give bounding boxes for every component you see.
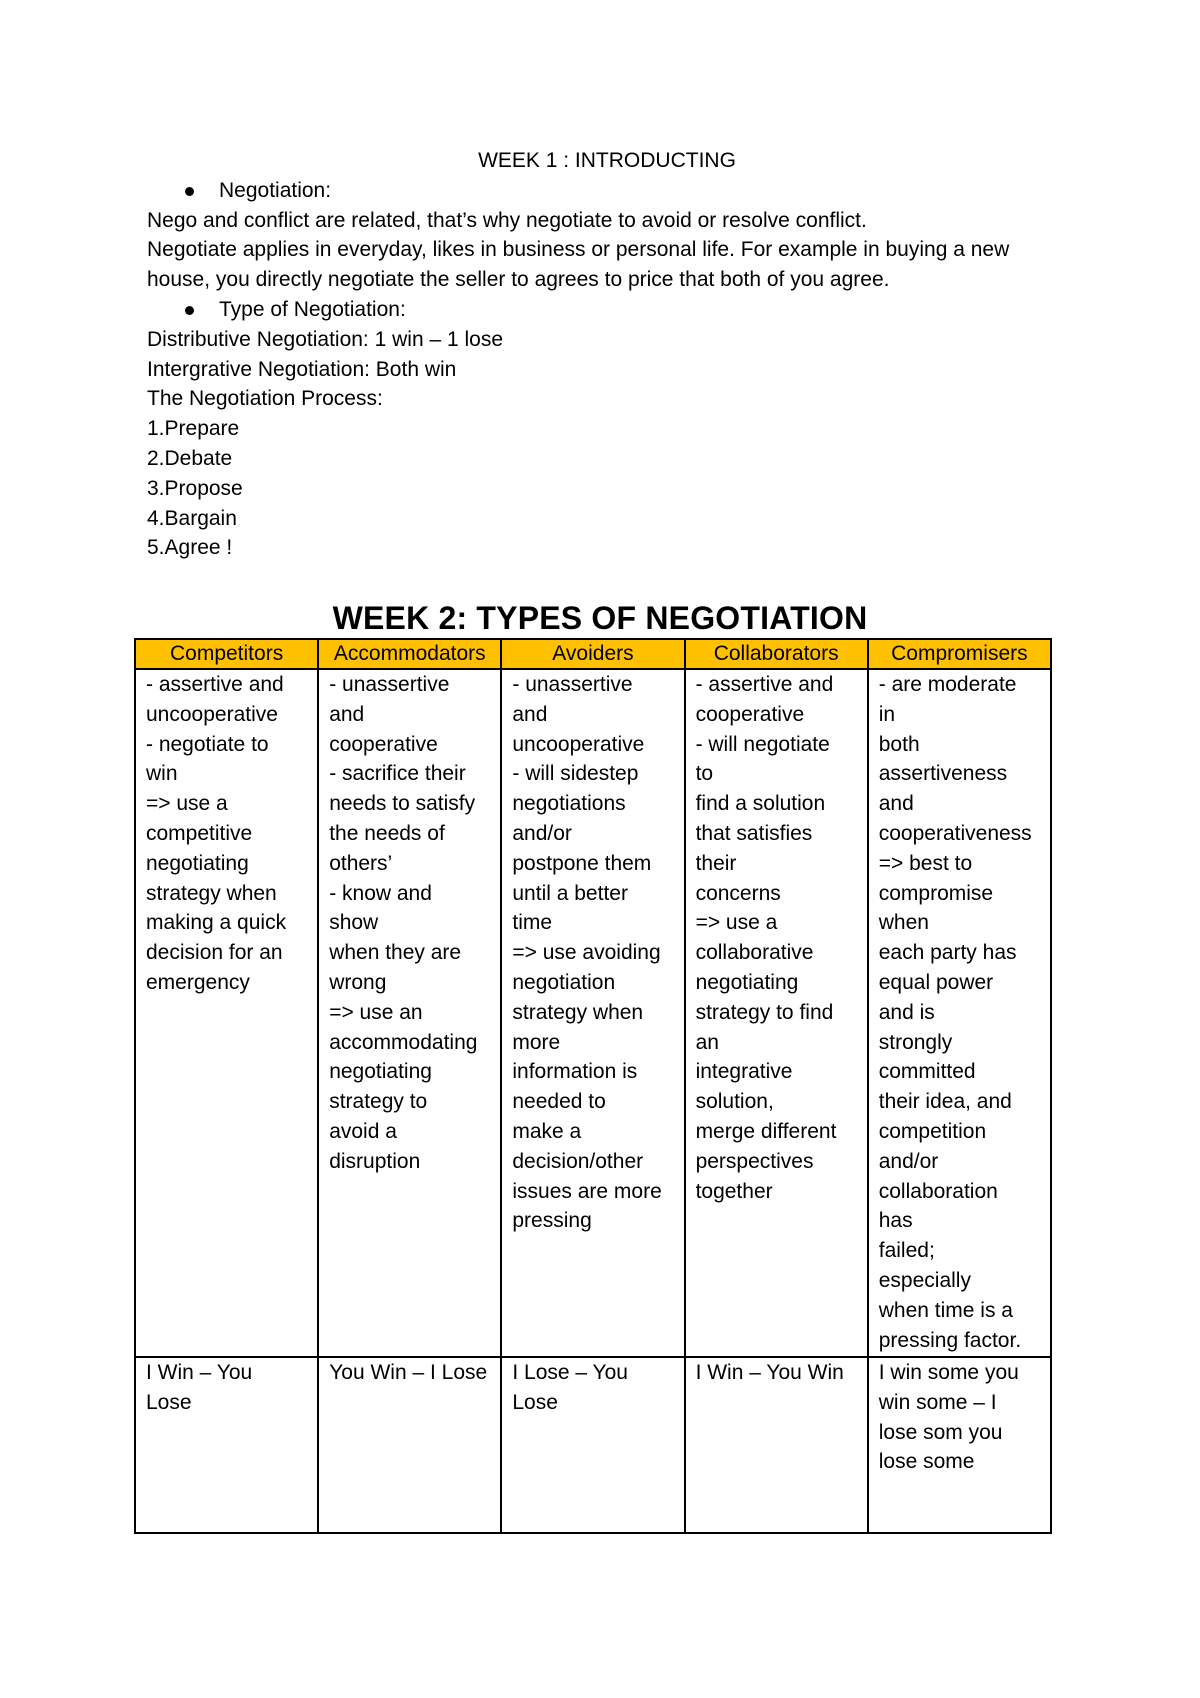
cell-text-line: others’ [329, 851, 393, 875]
cell-text-line: when time is a [878, 1298, 1013, 1322]
cell-avoiders-description [501, 669, 684, 1357]
cell-text-line: decision/other [512, 1149, 644, 1173]
paragraph-applies-line2: house, you directly negotiate the seller to agrees to price that both of you agree. [147, 268, 890, 292]
cell-text-line: I Win – You Win [695, 1361, 844, 1384]
cell-text-line: I win some you [878, 1361, 1019, 1384]
distributive-line: Distributive Negotiation: 1 win – 1 lose [147, 327, 504, 351]
process-title: The Negotiation Process: [147, 387, 383, 411]
cell-text-line: failed; [878, 1239, 935, 1263]
cell-text-line: Lose [512, 1390, 558, 1414]
cell-text-line: and/or [878, 1149, 939, 1173]
table-row-outcomes [135, 1357, 1051, 1533]
week2-title: WEEK 2: TYPES OF NEGOTIATION [332, 600, 868, 636]
cell-text-line: merge different [695, 1119, 837, 1143]
cell-competitors-description [135, 669, 318, 1357]
header-collaborators: Collaborators [685, 639, 868, 669]
cell-avoiders-outcome [501, 1357, 684, 1533]
bullet-types-text: Type of Negotiation: [219, 297, 406, 321]
cell-compromisers-outcome [868, 1357, 1051, 1533]
header-avoiders: Avoiders [501, 639, 684, 669]
cell-text-line: issues are more [512, 1179, 662, 1203]
cell-text-line: an [695, 1030, 719, 1054]
cell-text-line: more [512, 1030, 561, 1054]
cell-text-line: time [512, 911, 553, 935]
cell-text-line: - know and [329, 881, 432, 905]
cell-text-line: make a [512, 1119, 582, 1143]
cell-text-line: => use avoiding [512, 941, 661, 965]
cell-competitors-outcome [135, 1357, 318, 1533]
cell-text-line: collaborative [695, 941, 814, 965]
cell-text-line: when [878, 911, 929, 935]
process-step: 5.Agree ! [147, 536, 233, 560]
cell-text-line: - sacrifice their [329, 762, 466, 786]
cell-text-line: I Lose – You [512, 1361, 628, 1384]
cell-text-line: negotiating [146, 851, 249, 875]
cell-text-line: lose som you [878, 1420, 1003, 1444]
cell-text-line: until a better [512, 881, 628, 905]
cell-text-line: strategy when [512, 1000, 644, 1024]
cell-text-line: when they are [329, 941, 462, 965]
cell-text-line: together [695, 1179, 773, 1203]
cell-text-line: and/or [512, 821, 572, 845]
cell-text-line: needs to satisfy [329, 792, 476, 816]
cell-text-line: and is [878, 1000, 935, 1024]
cell-text-line: strategy to find [695, 1000, 834, 1024]
cell-text-line: information is [512, 1060, 638, 1084]
cell-text-line: especially [878, 1268, 971, 1292]
process-step: 4.Bargain [147, 506, 237, 530]
cell-text-line: perspectives [695, 1149, 814, 1173]
cell-text-line: accommodating [329, 1030, 478, 1054]
cell-text-line: You Win – I Lose [329, 1361, 488, 1384]
cell-text-line: negotiation [512, 970, 616, 994]
cell-text-line: - unassertive [512, 673, 633, 696]
cell-text-line: and [878, 792, 914, 816]
header-accommodators: Accommodators [318, 639, 501, 669]
cell-text-line: - unassertive [329, 673, 450, 696]
cell-text-line: - assertive and [146, 673, 284, 696]
cell-accommodators-description [318, 669, 501, 1357]
bullet-dot-icon [185, 187, 194, 196]
cell-text-line: in [878, 702, 896, 726]
cell-text-line: find a solution [695, 792, 826, 816]
cell-text-line: pressing [512, 1209, 592, 1233]
cell-text-line: pressing factor. [878, 1328, 1022, 1352]
bullet-types [147, 295, 1067, 325]
cell-text-line: has [878, 1209, 913, 1233]
bullet-dot-icon [185, 306, 194, 315]
process-step: 2.Debate [147, 446, 233, 470]
cell-text-line: competition [878, 1119, 987, 1143]
process-step: 3.Propose [147, 476, 243, 500]
cell-text-line: both [878, 732, 920, 756]
cell-text-line: postpone them [512, 851, 652, 875]
cell-accommodators-outcome [318, 1357, 501, 1533]
cell-text-line: strategy when [146, 881, 277, 905]
cell-text-line: uncooperative [146, 702, 278, 726]
cell-text-line: - will sidestep [512, 762, 639, 786]
week1-section [147, 146, 1067, 563]
cell-text-line: strategy to [329, 1090, 428, 1114]
cell-text-line: win [146, 762, 178, 786]
cell-text-line: and [512, 702, 548, 726]
cell-text-line: cooperative [329, 732, 438, 756]
cell-text-line: - will negotiate [695, 732, 830, 756]
cell-text-line: collaboration [878, 1179, 998, 1203]
cell-text-line: compromise [878, 881, 994, 905]
week1-title: WEEK 1 : INTRODUCTING [478, 149, 736, 172]
cell-text-line: wrong [329, 970, 387, 994]
cell-text-line: win some – I [878, 1390, 997, 1414]
header-compromisers: Compromisers [868, 639, 1051, 669]
cell-text-line: and [329, 702, 365, 726]
table-header-row [135, 639, 1051, 669]
process-step: 1.Prepare [147, 417, 240, 441]
cell-text-line: Lose [146, 1390, 192, 1414]
cell-text-line: cooperative [695, 702, 805, 726]
cell-text-line: their idea, and [878, 1090, 1012, 1114]
paragraph-conflict: Nego and conflict are related, that’s why negotiate to avoid or resolve conflict. [147, 208, 867, 232]
cell-text-line: => use an [329, 1000, 423, 1024]
cell-text-line: avoid a [329, 1119, 397, 1143]
cell-text-line: negotiating [329, 1060, 432, 1084]
cell-text-line: their [695, 851, 737, 875]
cell-text-line: committed [878, 1060, 976, 1084]
cell-text-line: decision for an [146, 941, 283, 965]
cell-text-line: assertiveness [878, 762, 1008, 786]
cell-text-line: => best to [878, 851, 973, 875]
cell-text-line: - negotiate to [146, 732, 269, 756]
cell-text-line: - are moderate [878, 673, 1017, 696]
cell-text-line: making a quick [146, 911, 287, 935]
integrative-line: Intergrative Negotiation: Both win [147, 357, 457, 381]
cell-text-line: the needs of [329, 821, 445, 845]
cell-text-line: emergency [146, 970, 250, 994]
cell-text-line: => use a [146, 792, 228, 816]
header-competitors: Competitors [135, 639, 318, 669]
cell-text-line: equal power [878, 970, 994, 994]
cell-text-line: concerns [695, 881, 781, 905]
cell-text-line: cooperativeness [878, 821, 1032, 845]
cell-text-line: show [329, 911, 379, 935]
cell-text-line: solution, [695, 1090, 774, 1114]
cell-text-line: I Win – You [146, 1361, 253, 1384]
cell-text-line: strongly [878, 1030, 953, 1054]
cell-compromisers-description [868, 669, 1051, 1357]
cell-text-line: to [695, 762, 714, 786]
bullet-negotiation [147, 176, 1067, 206]
cell-text-line: negotiating [695, 970, 799, 994]
cell-collaborators-outcome [685, 1357, 868, 1533]
cell-text-line: uncooperative [512, 732, 645, 756]
cell-text-line: disruption [329, 1149, 421, 1173]
cell-text-line: negotiations [512, 792, 626, 816]
cell-text-line: needed to [512, 1090, 606, 1114]
cell-text-line: - assertive and [695, 673, 834, 696]
cell-text-line: => use a [695, 911, 778, 935]
cell-text-line: lose some [878, 1450, 975, 1474]
table-row-descriptions [135, 669, 1051, 1357]
cell-text-line: competitive [146, 821, 253, 845]
cell-collaborators-description [685, 669, 868, 1357]
cell-text-line: integrative [695, 1060, 793, 1084]
negotiation-types-table [134, 638, 1052, 1534]
cell-text-line: each party has [878, 941, 1017, 965]
cell-text-line: that satisfies [695, 821, 813, 845]
paragraph-applies-line1: Negotiate applies in everyday, likes in business or personal life. For example in buying a new [147, 238, 1010, 262]
bullet-negotiation-text: Negotiation: [219, 178, 332, 202]
